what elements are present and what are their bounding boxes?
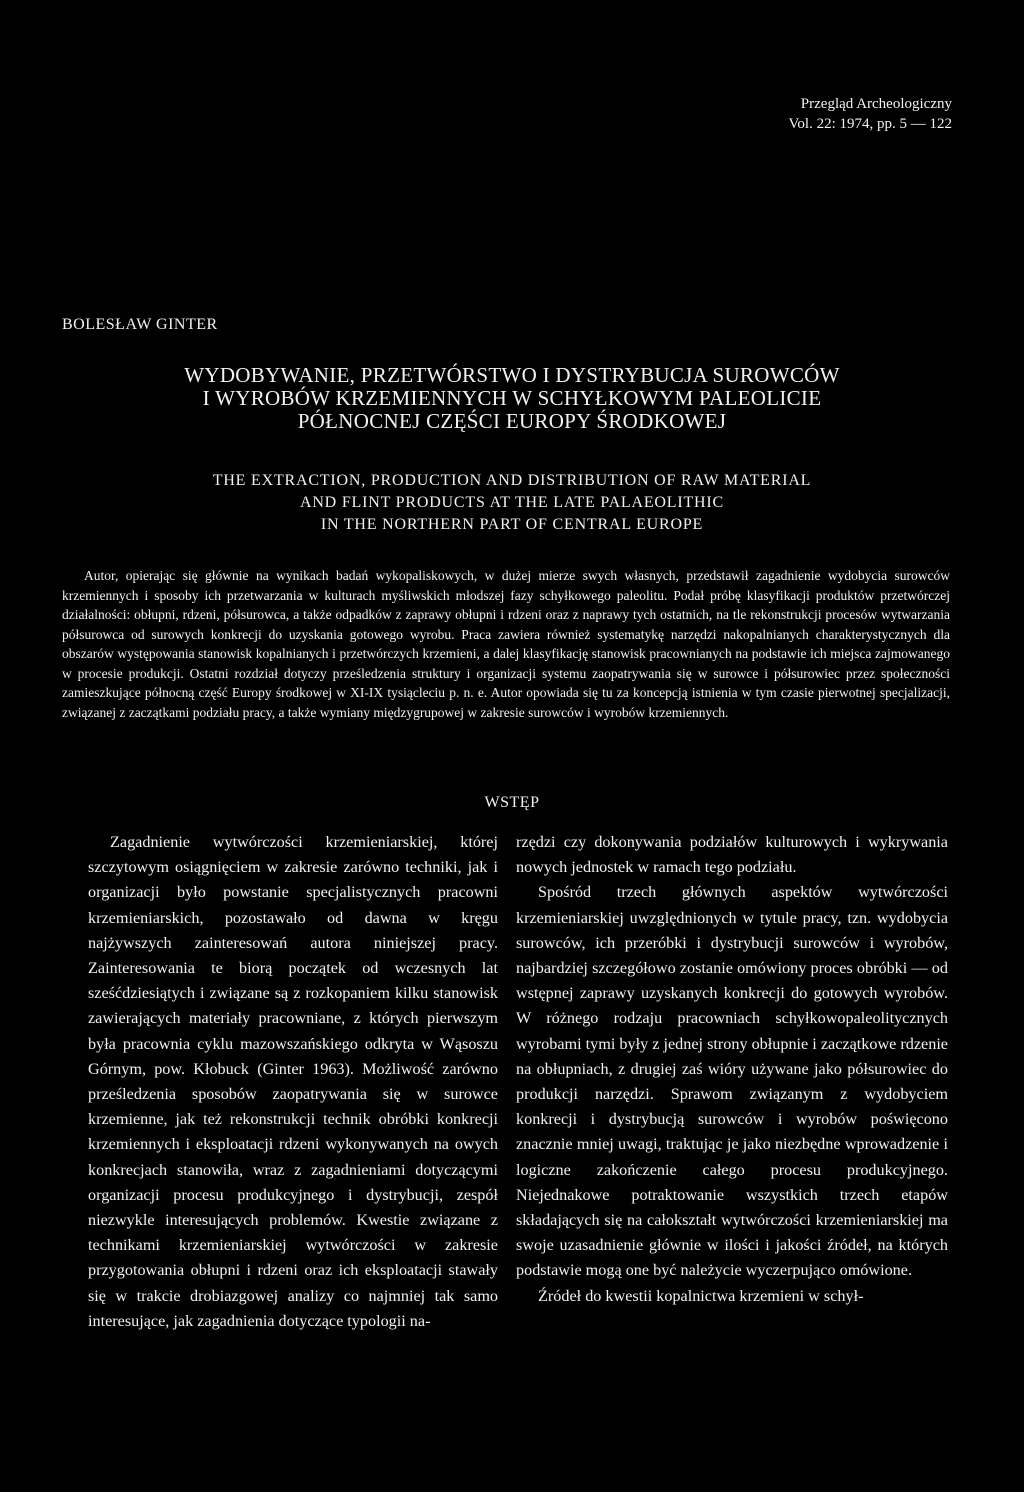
journal-name: Przegląd Archeologiczny [800,96,952,112]
volume-info: Vol. 22: 1974, pp. 5 — 122 [788,116,952,132]
title-en-line: IN THE NORTHERN PART OF CENTRAL EUROPE [320,516,704,533]
journal-info [789,94,952,134]
title-pl-line: I WYROBÓW KRZEMIENNYCH W SCHYŁKOWYM PALEOLICIE [202,386,822,410]
title-polish [0,364,1024,433]
paragraph: rzędzi czy dokonywania podziałów kulturowych i wykrywania nowych jednostek w ramach tego podziału. [516,833,948,877]
title-pl-line: WYDOBYWANIE, PRZETWÓRSTWO I DYSTRYBUCJA SUROWCÓW [184,363,840,387]
section-heading: WSTĘP [484,794,540,811]
title-pl-line: PÓŁNOCNEJ CZĘŚCI EUROPY ŚRODKOWEJ [297,409,727,433]
paragraph: Zagadnienie wytwórczości krzemieniarskiej, której szczytowym osiągnięciem w zakresie zarówno techniki, jak i organizacji było powstanie specjalistycznych pracowni krzemieniarskich, pozostawało od dawna w kręgu najżywszych zainteresowań autora niniejszej pracy. Zainteresowania te biorą początek od wczesnych lat sześćdziesiątych i związane są z rozkopaniem kilku stanowisk zawierających materiały pracowniane, z których pierwszym była pracownia cyklu mazowszańskiego odkryta w Wąsoszu Górnym, pow. Kłobuck (Ginter 1963). Możliwość zarówno prześledzenia sposobów zaopatrywania się w surowce krzemienne, jak też rekonstrukcji technik obróbki konkrecji krzemiennych i eksploatacji rdzeni wykonywanych na owych konkrecjach stanowiła, wraz z zagadnieniami dotyczącymi organizacji procesu produkcyjnego i dystrybucji, zespół niezwykle interesujących problemów. Kwestie związane z technikami krzemieniarskiej wytwórczości w zakresie przygotowania obłupni i rdzeni oraz ich eksploatacji stawały się w trakcie drobiazgowej analizy co najmniej tak samo interesujące, jak zagadnienia dotyczące typologii na- [88,833,498,1330]
paragraph: Źródeł do kwestii kopalnictwa krzemieni w schył- [538,1286,864,1305]
title-english [0,470,1024,536]
body-column-left [88,830,498,1334]
body-column-right [516,830,948,1309]
author-name: BOLESŁAW GINTER [62,316,218,333]
title-en-line: THE EXTRACTION, PRODUCTION AND DISTRIBUTION OF RAW MATERIAL [212,472,812,489]
abstract [62,566,950,722]
abstract-text: Autor, opierając się głównie na wynikach badań wykopaliskowych, w dużej mierze swych własnych, przedstawił zagadnienie wydobycia surowców krzemiennych i sposoby ich przetwarzania w kulturach myśliwskich młodszej fazy schyłkowego paleolitu. Podał próbę klasyfikacji produktów przetwórczej działalności: obłupni, rdzeni, półsurowca, a także odpadków z zaprawy obłupni i rdzeni oraz z naprawy tych ostatnich, na tle rekonstrukcji procesów wytwarzania półsurowca od surowych konkrecji do uzyskania gotowego wyrobu. Praca zawiera również systematykę narzędzi nakopalnianych charakterystycznych dla obszarów występowania stanowisk kopalnianych i przetwórczych krzemieni, a dalej klasyfikację stanowisk pracownianych na podstawie ich miejsca zajmowanego w procesie produkcji. Ostatni rozdział dotyczy prześledzenia struktury i organizacji systemu zaopatrywania się w surowce i półsurowiec przez społeczności zamieszkujące północną część Europy środkowej w XI-IX tysiącleciu p. n. e. Autor opowiada się tu za koncepcją istnienia w tym czasie pierwotnej specjalizacji, związanej z zaczątkami podziału pracy, a także wymiany międzygrupowej w zakresie surowców i wyrobów krzemiennych. [62,568,950,720]
title-en-line: AND FLINT PRODUCTS AT THE LATE PALAEOLITHIC [299,494,725,511]
paragraph: Spośród trzech głównych aspektów wytwórczości krzemieniarskiej uwzględnionych w tytule pracy, tzn. wydobycia surowców, ich przeróbki i dystrybucji surowców i wyrobów, najbardziej szczegółowo zostanie omówiony proces obróbki — od wstępnej zaprawy uzyskanych konkrecji do gotowych wyrobów. W różnego rodzaju pracowniach schyłkowopaleolitycznych wyrobami tymi były z jednej strony obłupnie i zaczątkowe rdzenie na obłupniach, z drugiej zaś wióry używane jako półsurowiec do produkcji narzędzi. Sprawom związanym z wydobyciem konkrecji i dystrybucją surowców i wyrobów poświęcono znacznie mniej uwagi, traktując je jako niezbędne wprowadzenie i logiczne zakończenie całego procesu produkcyjnego. Niejednakowe potraktowanie wszystkich trzech etapów składających się na całokształt wytwórczości krzemieniarskiej ma swoje uzasadnienie głównie w ilości i jakości źródeł, na których podstawie mogą one być należycie wyczerpująco omówione. [516,883,948,1280]
